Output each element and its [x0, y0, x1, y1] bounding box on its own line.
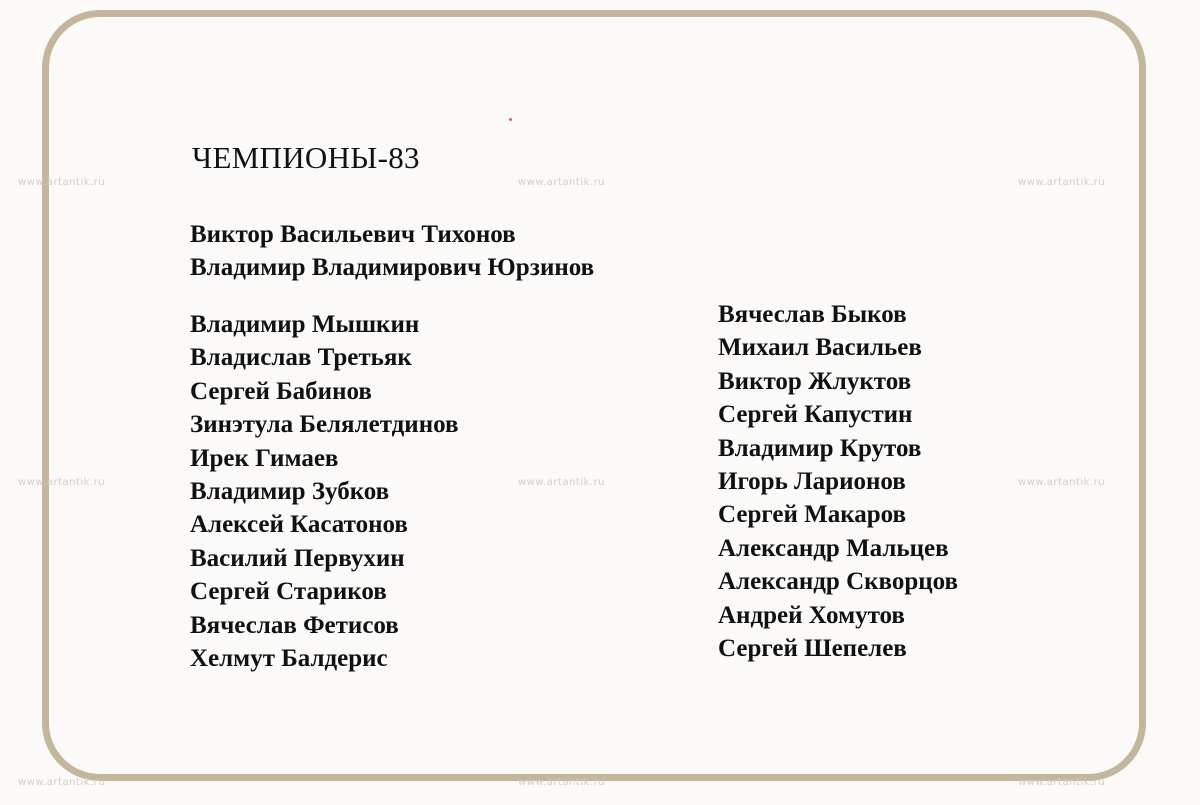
- watermark: www.artantik.ru: [1018, 177, 1106, 188]
- player-name: Василий Первухин: [190, 544, 405, 572]
- player-name: Алексей Касатонов: [190, 511, 408, 539]
- player-name: Вячеслав Быков: [718, 301, 907, 328]
- player-name: Александр Скворцов: [718, 568, 959, 596]
- coach-name: Виктор Васильевич Тихонов: [190, 221, 516, 248]
- player-name: Владислав Третьяк: [190, 344, 412, 372]
- player-name: Сергей Стариков: [190, 578, 387, 606]
- player-name: Игорь Ларионов: [718, 467, 906, 495]
- watermark: www.artantik.ru: [518, 777, 606, 788]
- watermark: www.artantik.ru: [18, 477, 106, 488]
- player-name: Владимир Крутов: [718, 434, 922, 462]
- watermark: www.artantik.ru: [18, 777, 106, 788]
- player-name: Сергей Капустин: [718, 401, 913, 429]
- player-name: Вячеслав Фетисов: [190, 611, 399, 639]
- watermark: www.artantik.ru: [18, 177, 106, 188]
- watermark: www.artantik.ru: [518, 477, 606, 488]
- watermark: www.artantik.ru: [1018, 477, 1106, 488]
- player-name: Ирек Гимаев: [190, 444, 339, 472]
- player-name: Владимир Мышкин: [190, 311, 420, 338]
- player-name: Сергей Макаров: [718, 501, 907, 529]
- players-right-column: [718, 298, 958, 665]
- player-name: Виктор Жлуктов: [718, 367, 912, 395]
- watermark: www.artantik.ru: [518, 177, 606, 188]
- player-name: Сергей Шепелев: [718, 634, 907, 662]
- watermark: www.artantik.ru: [1018, 777, 1106, 788]
- player-name: Михаил Васильев: [718, 334, 922, 362]
- player-name: Владимир Зубков: [190, 477, 390, 505]
- player-name: Хелмут Балдерис: [190, 644, 388, 672]
- player-name: Сергей Бабинов: [190, 377, 372, 405]
- players-left-column: [190, 308, 459, 675]
- player-name: Зинэтула Белялетдинов: [190, 411, 459, 439]
- player-name: Андрей Хомутов: [718, 601, 905, 629]
- page-title: ЧЕМПИОНЫ-83: [192, 140, 420, 175]
- coach-name: Владимир Владимирович Юрзинов: [190, 254, 595, 281]
- print-speck: [509, 118, 512, 121]
- player-name: Александр Мальцев: [718, 534, 949, 562]
